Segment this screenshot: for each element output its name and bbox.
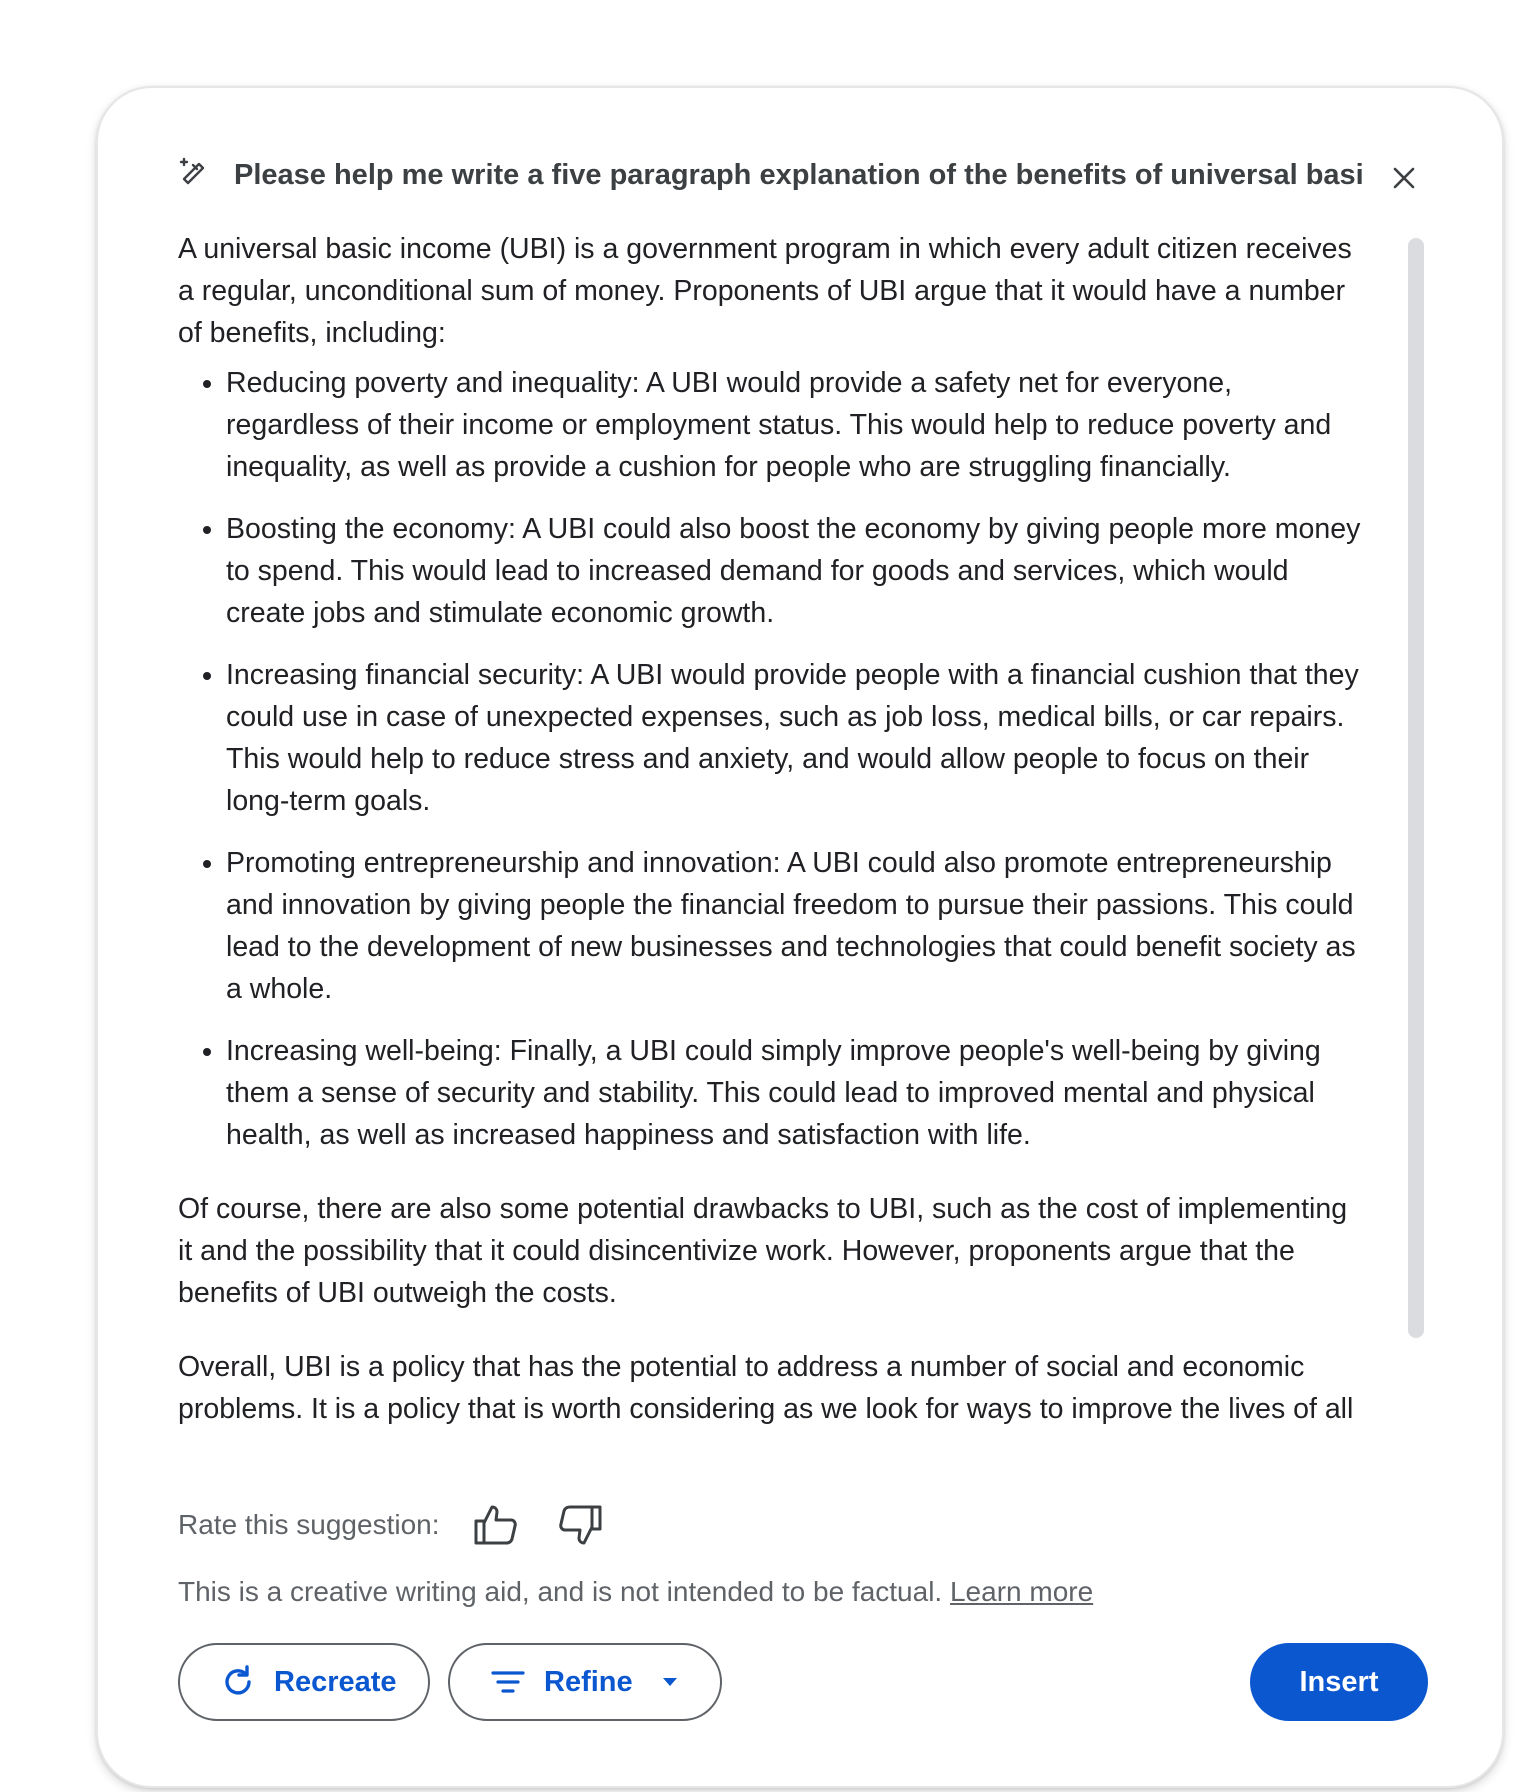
close-button[interactable] [1384, 160, 1424, 200]
conclusion-paragraph: Overall, UBI is a policy that has the potential to address a number of social and economic problems. It is a policy that is worth considering as we look for ways to improve the lives of all [178, 1351, 1354, 1425]
rate-label: Rate this suggestion: [178, 1509, 440, 1540]
dialog-header [178, 148, 1438, 208]
thumbs-up-icon [473, 1502, 519, 1548]
disclaimer-text: This is a creative writing aid, and is not intended to be factual. [178, 1576, 943, 1607]
close-icon [1392, 166, 1416, 195]
rating-row [178, 1498, 638, 1552]
recreate-button[interactable] [178, 1643, 430, 1721]
list-item: • Increasing financial security: A UBI would provide people with a financial cushion that they could use in case of unexpected expenses, such as job loss, medical bills, or car repairs. This would help to reduce stress and anxiety, and would allow people to focus on their long-term goals. [226, 654, 1368, 822]
filter-lines-icon [490, 1667, 526, 1697]
insert-label: Insert [1299, 1665, 1379, 1698]
list-item: • Increasing well-being: Finally, a UBI could simply improve people's well-being by giving them a sense of security and stability. This could lead to improved mental and physical health, as well as increased happiness and satisfaction with life. [226, 1030, 1368, 1156]
thumbs-down-icon [557, 1502, 603, 1548]
list-item: • Boosting the economy: A UBI could also boost the economy by giving people more money to spend. This would lead to increased demand for goods and services, which would create jobs and stimulate economic growth. [226, 508, 1368, 634]
magic-wand-pen-icon [178, 156, 210, 188]
learn-more-link[interactable]: Learn more [949, 1576, 1094, 1607]
thumbs-up-button[interactable] [470, 1499, 522, 1551]
chevron-down-icon [661, 1676, 679, 1688]
refine-button[interactable] [448, 1643, 722, 1721]
scrollbar[interactable] [1408, 238, 1424, 1338]
refine-label: Refine [544, 1665, 633, 1698]
drawbacks-paragraph: Of course, there are also some potential drawbacks to UBI, such as the cost of implementing it and the possibility that it could disincentivize work. However, proponents argue that the benefits of UBI outweigh the costs. [178, 1193, 1348, 1309]
thumbs-down-button[interactable] [554, 1499, 606, 1551]
generated-text-area[interactable] [178, 228, 1368, 1425]
disclaimer [178, 1576, 1093, 1608]
list-item: • Promoting entrepreneurship and innovation: A UBI could also promote entrepreneurship and innovation by giving people the financial freedom to pursue their passions. This could lead to the development of new businesses and technologies that could benefit society as a whole. [226, 842, 1368, 1010]
recreate-label: Recreate [274, 1665, 397, 1698]
intro-paragraph: A universal basic income (UBI) is a government program in which every adult citizen receives a regular, unconditional sum of money. Proponents of UBI argue that it would have a number of benefits, including: [178, 233, 1352, 349]
insert-button[interactable] [1250, 1643, 1428, 1721]
refresh-icon [220, 1664, 256, 1700]
help-me-write-dialog [96, 86, 1504, 1788]
prompt-text: Please help me write a five paragraph explanation of the benefits of universal basi [234, 159, 1364, 191]
benefits-list [178, 362, 1368, 1156]
list-item: • Reducing poverty and inequality: A UBI would provide a safety net for everyone, regardless of their income or employment status. This would help to reduce poverty and inequality, as well as provide a cushion for people who are struggling financially. [226, 362, 1368, 488]
